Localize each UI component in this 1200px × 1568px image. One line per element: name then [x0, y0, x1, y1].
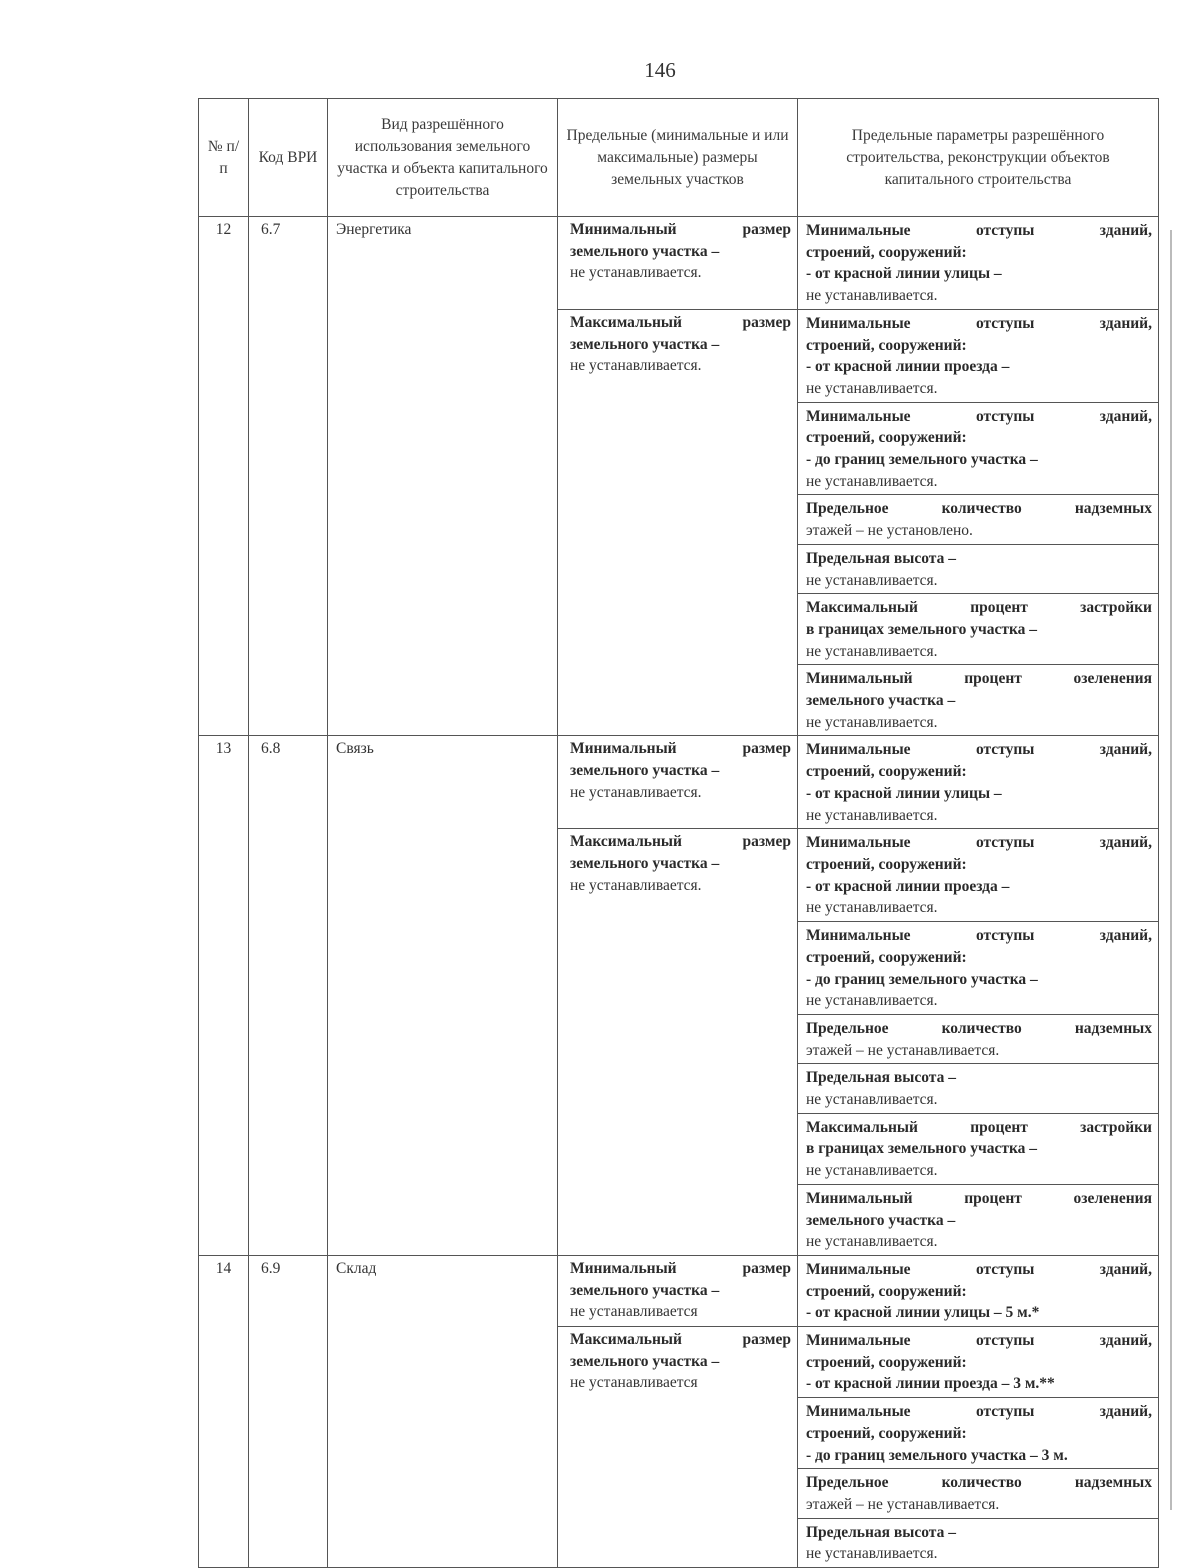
header-num: № п/п: [199, 99, 249, 217]
size-line: не устанавливается: [570, 1374, 698, 1392]
param-line: не устанавливается.: [806, 642, 938, 660]
param-line: Минимальные отступы зданий,: [806, 222, 1152, 239]
param-line: не устанавливается.: [806, 571, 938, 589]
param-line: строений, сооружений:: [806, 336, 967, 354]
size-line: Минимальный размер: [570, 221, 791, 238]
param-line: строений, сооружений:: [806, 948, 967, 966]
param-cell: [798, 1113, 1159, 1184]
param-cell: [798, 1518, 1159, 1567]
param-line: строений, сооружений:: [806, 429, 967, 447]
param-line: - до границ земельного участка –: [806, 451, 1038, 469]
param-line: не устанавливается.: [806, 287, 938, 305]
param-cell: [798, 829, 1159, 922]
row-name: Связь: [328, 736, 558, 1255]
param-line: не устанавливается.: [806, 379, 938, 397]
param-line: - от красной линии улицы – 5 м.*: [806, 1304, 1040, 1322]
param-line: не устанавливается.: [806, 1162, 938, 1180]
regulations-table: [198, 98, 1159, 1568]
param-line: в границах земельного участка –: [806, 1140, 1038, 1158]
param-line: Минимальные отступы зданий,: [806, 407, 1152, 425]
margin-line: [1170, 230, 1172, 1510]
row-number: 12: [199, 217, 249, 736]
param-line: строений, сооружений:: [806, 1353, 967, 1371]
param-line: Предельная высота –: [806, 1523, 956, 1541]
size-line: земельного участка –: [570, 242, 720, 260]
table-header-row: [199, 99, 1159, 217]
table-row: [199, 217, 1159, 310]
param-line: не устанавливается.: [806, 713, 938, 731]
row-code: 6.9: [249, 1255, 328, 1567]
param-line: Предельное количество надземных: [806, 500, 1152, 518]
size-line: земельного участка –: [570, 762, 720, 780]
size-line: Минимальный размер: [570, 740, 791, 758]
size-line: земельного участка –: [570, 1281, 720, 1299]
size-max-cell: [558, 309, 798, 736]
size-line: земельного участка –: [570, 854, 720, 872]
param-cell: [798, 1327, 1159, 1398]
param-line: - от красной линии улицы –: [806, 784, 1002, 802]
param-line: - от красной линии улицы –: [806, 265, 1002, 283]
row-name: Энергетика: [328, 217, 558, 736]
header-size: Предельные (минимальные и или максимальные) размеры земельных участков: [558, 99, 798, 217]
param-line: строений, сооружений:: [806, 243, 967, 261]
param-cell: [798, 1014, 1159, 1063]
param-cell: [798, 1255, 1159, 1326]
param-line: Предельная высота –: [806, 1069, 956, 1087]
param-line: не устанавливается.: [806, 472, 938, 490]
param-line: - от красной линии проезда – 3 м.**: [806, 1375, 1055, 1393]
param-line: Минимальный процент озеленения: [806, 1189, 1152, 1207]
size-line: не устанавливается.: [570, 264, 702, 282]
size-line: не устанавливается.: [570, 876, 702, 894]
param-line: не устанавливается.: [806, 1233, 938, 1251]
param-line: Минимальный процент озеленения: [806, 670, 1152, 688]
size-max-cell: [558, 829, 798, 1256]
param-cell: [798, 495, 1159, 544]
param-line: - от красной линии проезда –: [806, 358, 1010, 376]
size-line: Максимальный размер: [570, 313, 791, 331]
row-code: 6.7: [249, 217, 328, 736]
param-cell: [798, 1469, 1159, 1518]
param-cell: [798, 544, 1159, 593]
size-line: Максимальный размер: [570, 1331, 791, 1349]
size-line: земельного участка –: [570, 335, 720, 353]
header-name: Вид разрешённого использования земельного участка и объекта капитального строительства: [328, 99, 558, 217]
param-line: не устанавливается.: [806, 1545, 938, 1563]
param-line: строений, сооружений:: [806, 1282, 967, 1300]
param-line: - до границ земельного участка – 3 м.: [806, 1446, 1068, 1464]
param-line: земельного участка –: [806, 692, 956, 710]
param-line: Минимальные отступы зданий,: [806, 741, 1152, 759]
row-number: 14: [199, 1255, 249, 1567]
param-line: Минимальные отступы зданий,: [806, 834, 1152, 852]
param-cell: [798, 1184, 1159, 1255]
param-line: не устанавливается.: [806, 1091, 938, 1109]
param-line: Максимальный процент застройки: [806, 1118, 1152, 1136]
param-cell: [798, 1064, 1159, 1113]
param-line: строений, сооружений:: [806, 1424, 967, 1442]
size-line: земельного участка –: [570, 1352, 720, 1370]
param-cell: [798, 402, 1159, 495]
param-line: Предельное количество надземных: [806, 1474, 1152, 1492]
size-line: не устанавливается: [570, 1303, 698, 1321]
param-line: Предельное количество надземных: [806, 1019, 1152, 1037]
param-line: Минимальные отступы зданий,: [806, 1260, 1152, 1278]
param-line: земельного участка –: [806, 1211, 956, 1229]
param-line: Минимальные отступы зданий,: [806, 314, 1152, 332]
row-name: Склад: [328, 1255, 558, 1567]
param-line: в границах земельного участка –: [806, 620, 1038, 638]
size-max-cell: [558, 1327, 798, 1568]
header-params: Предельные параметры разрешённого строительства, реконструкции объектов капитального строительства: [798, 99, 1159, 217]
page-number: 146: [644, 58, 676, 82]
table-body: [199, 217, 1159, 1568]
param-cell: [798, 665, 1159, 736]
param-cell: [798, 1398, 1159, 1469]
param-cell: [798, 217, 1159, 310]
size-min-cell: [558, 217, 798, 310]
row-number: 13: [199, 736, 249, 1255]
param-cell: [798, 736, 1159, 829]
param-line: Минимальные отступы зданий,: [806, 1332, 1152, 1350]
param-line: Максимальный процент застройки: [806, 599, 1152, 617]
param-cell: [798, 922, 1159, 1015]
size-line: не устанавливается.: [570, 357, 702, 375]
param-line: - до границ земельного участка –: [806, 970, 1038, 988]
param-line: этажей – не устанавливается.: [806, 1495, 1000, 1513]
size-line: Максимальный размер: [570, 833, 791, 851]
table-row: [199, 736, 1159, 829]
header-code: Код ВРИ: [249, 99, 328, 217]
size-min-cell: [558, 1255, 798, 1326]
param-line: не устанавливается.: [806, 992, 938, 1010]
param-cell: [798, 594, 1159, 665]
param-line: строений, сооружений:: [806, 855, 967, 873]
table-row: [199, 1255, 1159, 1326]
param-line: не устанавливается.: [806, 806, 938, 824]
param-line: этажей – не установлено.: [806, 522, 973, 540]
size-line: Минимальный размер: [570, 1259, 791, 1277]
row-code: 6.8: [249, 736, 328, 1255]
param-line: этажей – не устанавливается.: [806, 1041, 1000, 1059]
param-cell: [798, 309, 1159, 402]
param-line: - от красной линии проезда –: [806, 877, 1010, 895]
size-min-cell: [558, 736, 798, 829]
param-line: Минимальные отступы зданий,: [806, 1403, 1152, 1421]
param-line: не устанавливается.: [806, 899, 938, 917]
param-line: строений, сооружений:: [806, 763, 967, 781]
param-line: Минимальные отступы зданий,: [806, 927, 1152, 945]
size-line: не устанавливается.: [570, 783, 702, 801]
param-line: Предельная высота –: [806, 549, 956, 567]
